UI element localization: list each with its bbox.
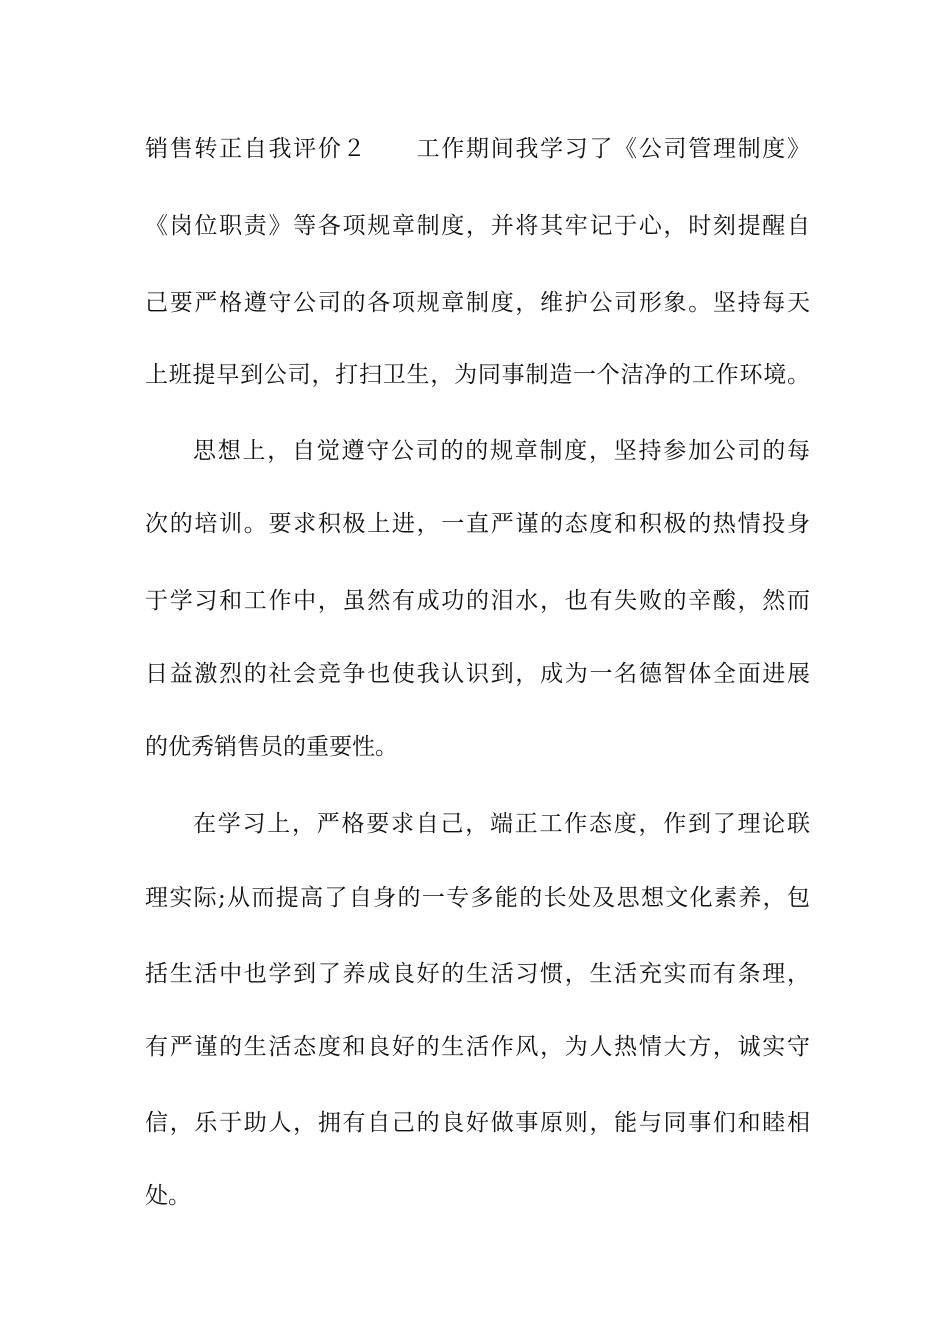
paragraph-1-line-4: 上班提早到公司，打扫卫生，为同事制造一个洁净的工作环境。 [145, 362, 810, 388]
paragraph-3-line-5: 信，乐于助人，拥有自己的良好做事原则，能与同事们和睦相 [145, 1110, 810, 1136]
paragraph-1-line-1: 销售转正自我评价２ 工作期间我学习了《公司管理制度》 [145, 136, 810, 162]
paragraph-3-line-3: 括生活中也学到了养成良好的生活习惯，生活充实而有条理， [145, 961, 810, 987]
paragraph-3-line-6: 处。 [145, 1183, 191, 1209]
paragraph-2-line-5: 的优秀销售员的重要性。 [145, 734, 398, 760]
paragraph-2-line-3: 于学习和工作中，虽然有成功的泪水，也有失败的辛酸，然而 [145, 588, 810, 614]
paragraph-2-line-1: 思想上，自觉遵守公司的的规章制度，坚持参加公司的每 [193, 438, 810, 464]
paragraph-3-line-4: 有严谨的生活态度和良好的生活作风，为人热情大方，诚实守 [145, 1034, 810, 1060]
paragraph-2-line-4: 日益激烈的社会竞争也使我认识到，成为一名德智体全面进展 [145, 661, 810, 687]
paragraph-3-line-2: 理实际;从而提高了自身的一专多能的长处及思想文化素养，包 [145, 885, 810, 911]
paragraph-2-line-2: 次的培训。要求积极上进，一直严谨的态度和积极的热情投身 [145, 511, 810, 537]
paragraph-1-line-2: 《岗位职责》等各项规章制度，并将其牢记于心，时刻提醒自 [145, 213, 810, 239]
paragraph-3-line-1: 在学习上，严格要求自己，端正工作态度，作到了理论联 [193, 811, 810, 837]
paragraph-1-line-3: 己要严格遵守公司的各项规章制度，维护公司形象。坚持每天 [145, 290, 810, 316]
